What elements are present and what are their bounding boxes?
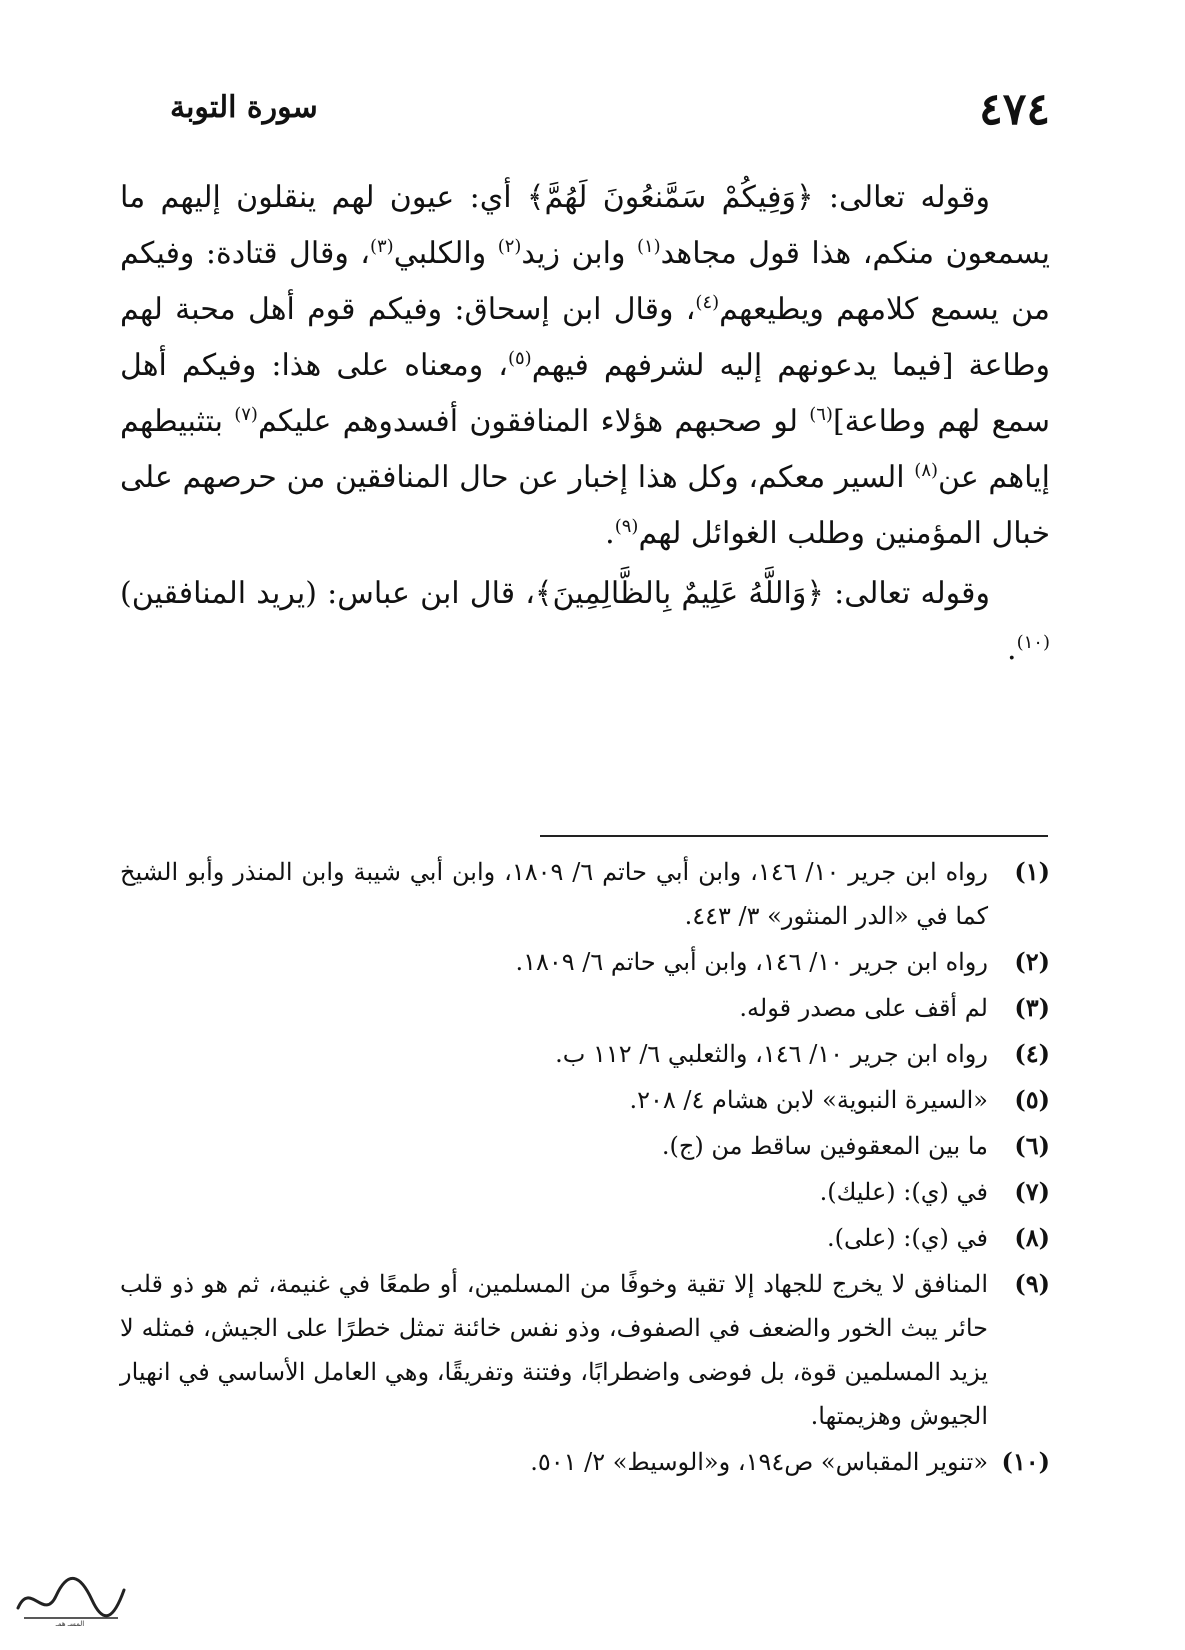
footnote-text: في (ي): (على). xyxy=(827,1224,988,1252)
footnote xyxy=(120,1216,1050,1260)
text-run: . xyxy=(605,516,615,551)
footnote xyxy=(120,850,1050,938)
paragraph-1 xyxy=(120,170,1050,562)
text-run: والكلبي xyxy=(393,236,498,271)
library-stamp-logo xyxy=(10,1560,130,1630)
footnote-text: ما بين المعقوفين ساقط من (ج). xyxy=(661,1132,988,1160)
text-run: . xyxy=(1007,632,1017,667)
footnote-number: (٩) xyxy=(1014,1269,1050,1298)
page-header xyxy=(170,80,1050,150)
stamp-stroke xyxy=(18,1578,124,1615)
paragraph-2 xyxy=(120,566,1050,678)
text-run: أي: عيون لهم ينقلون إليهم ما يسمعون منكم، هذا قول مجاهد xyxy=(120,180,1050,271)
text-run: ، قال ابن عباس: (يريد المنافقين) xyxy=(120,576,535,611)
text-run: لو صحبهم هؤلاء المنافقون أفسدوهم عليكم xyxy=(257,404,810,439)
quran-verse: ﴿وَاللَّهُ عَلِيمٌ بِالظَّالِمِينَ﴾ xyxy=(534,576,824,611)
text-run: ، وقال قتادة: وفيكم من يسمع كلامهم ويطيعهم xyxy=(120,236,1051,327)
footnote xyxy=(120,1170,1050,1214)
footnote-ref: (٤) xyxy=(695,292,720,313)
text-run: وقوله تعالى: xyxy=(823,576,991,611)
footnote-ref: (٨) xyxy=(914,460,939,481)
text-run: بتثبيطهم إياهم عن xyxy=(120,404,1050,495)
footnote-text: «السيرة النبوية» لابن هشام ٤/ ٢٠٨. xyxy=(629,1086,988,1114)
footnote xyxy=(120,1262,1050,1438)
footnote-number: (٨) xyxy=(1014,1223,1050,1252)
footnote-number: (١) xyxy=(1014,857,1050,886)
text-run: ، ومعناه على هذا: وفيكم أهل سمع لهم وطاعة] xyxy=(120,348,1051,439)
text-run: السير معكم، وكل هذا إخبار عن حال المنافقين من حرصهم على خبال المؤمنين وطلب الغوائل لهم xyxy=(120,460,1050,551)
footnote-text: المنافق لا يخرج للجهاد إلا تقية وخوفًا من المسلمين، أو طمعًا في غنيمة، ثم هو ذو قلب حائر يبث الخور والضعف في الصفوف، وذو نفس خائنة تمثل خطرًا على الجيش، فمثله لا يزيد المسلمين قوة، بل فوضى واضطرابًا، وفتنة وتفريقًا، وهي العامل الأساسي في انهيار الجيوش وهزيمتها. xyxy=(120,1270,988,1430)
footnote xyxy=(120,1078,1050,1122)
running-title: سورة التوبة xyxy=(170,90,318,125)
footnote-text: في (ي): (عليك). xyxy=(819,1178,988,1206)
footnote-text: رواه ابن جرير ١٠/ ١٤٦، وابن أبي حاتم ٦/ ١٨٠٩، وابن أبي شيبة وابن المنذر وأبو الشيخ كما في «الدر المنثور» ٣/ ٤٤٣. xyxy=(120,858,988,930)
text-run: ، وقال ابن إسحاق: وفيكم قوم أهل محبة لهم وطاعة [فيما يدعونهم إليه لشرفهم فيهم xyxy=(120,292,1050,383)
footnote-ref: (٧) xyxy=(234,404,258,425)
footnote xyxy=(120,940,1050,984)
footnote-ref: (٩) xyxy=(614,516,639,537)
footnote-text: رواه ابن جرير ١٠/ ١٤٦، والثعلبي ٦/ ١١٢ ب. xyxy=(555,1040,988,1068)
page-number: ٤٧٤ xyxy=(979,84,1050,135)
footnote-ref: (١) xyxy=(636,236,661,257)
stamp-text: المسـ همـ xyxy=(55,1620,85,1628)
footnote xyxy=(120,986,1050,1030)
footnote-ref: (٥) xyxy=(507,348,532,369)
footnote xyxy=(120,1440,1050,1484)
footnote-text: لم أقف على مصدر قوله. xyxy=(739,994,988,1022)
footnote-number: (٥) xyxy=(1014,1085,1050,1114)
footnote-ref: (٢) xyxy=(497,236,522,257)
footnote-number: (٣) xyxy=(1014,993,1050,1022)
footnote-number: (٦) xyxy=(1014,1131,1050,1160)
footnote-ref: (١٠) xyxy=(1016,632,1050,653)
footnote-number: (٧) xyxy=(1014,1177,1050,1206)
footnote-ref: (٣) xyxy=(369,236,394,257)
footnote xyxy=(120,1032,1050,1076)
quran-verse: ﴿وَفِيكُمْ سَمَّنعُونَ لَهُمَّ﴾ xyxy=(526,180,814,215)
main-text xyxy=(120,170,1050,682)
footnote-number: (٢) xyxy=(1014,947,1050,976)
text-run: وابن زيد xyxy=(521,236,637,271)
footnote xyxy=(120,1124,1050,1168)
footnote-separator xyxy=(540,835,1048,837)
footnote-text: رواه ابن جرير ١٠/ ١٤٦، وابن أبي حاتم ٦/ ١٨٠٩. xyxy=(515,948,988,976)
footnote-text: «تنوير المقباس» ص١٩٤، و«الوسيط» ٢/ ٥٠١. xyxy=(530,1448,988,1476)
footnote-ref: (٦) xyxy=(809,404,833,425)
footnotes xyxy=(120,850,1050,1486)
footnote-number: (٤) xyxy=(1014,1039,1050,1068)
footnote-number: (١٠) xyxy=(1001,1447,1050,1476)
text-run: وقوله تعالى: xyxy=(813,180,990,215)
